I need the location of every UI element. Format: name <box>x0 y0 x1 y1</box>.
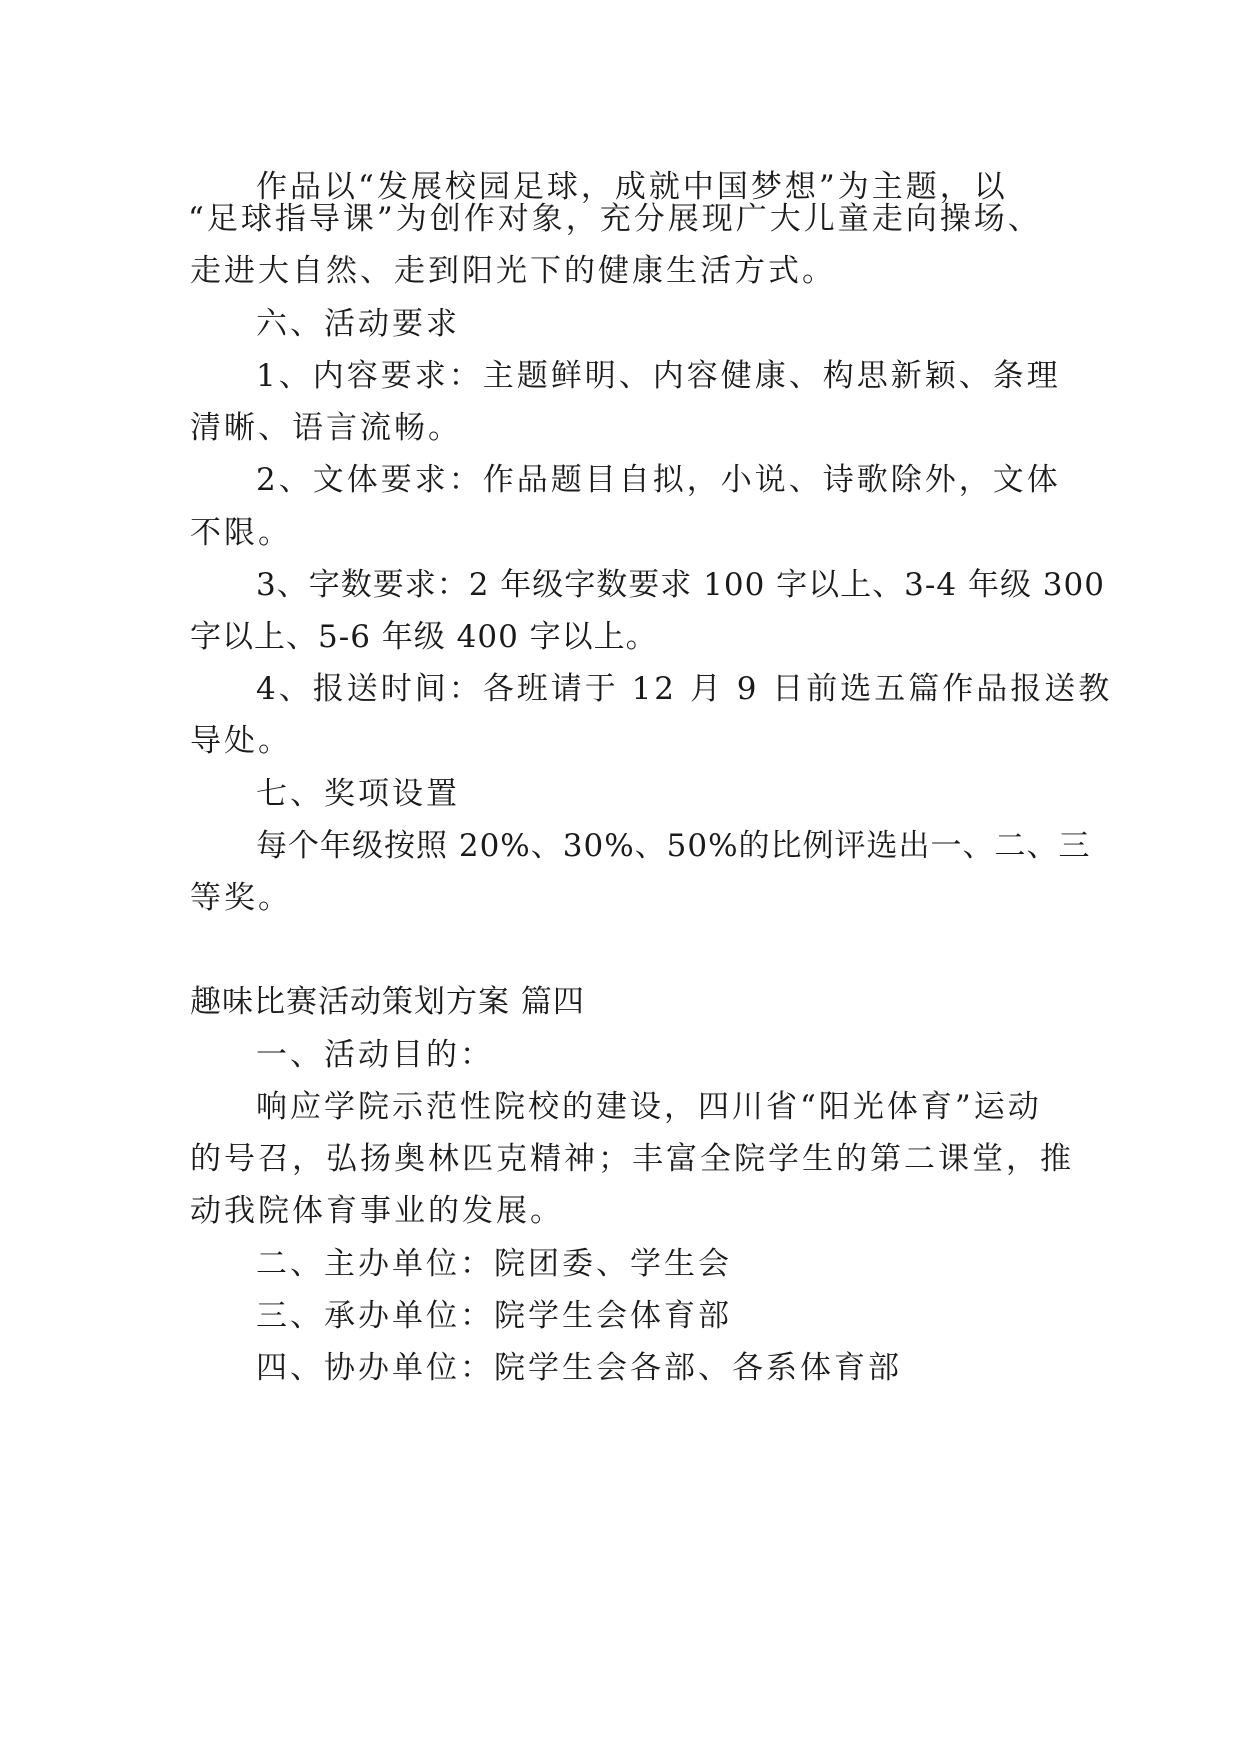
document-title: 趣味比赛活动策划方案 篇四 <box>190 984 585 1020</box>
list-item-line: 4、报送时间：各班请于 12 月 9 日前选五篇作品报送教 <box>256 671 1113 707</box>
section-heading: 六、活动要求 <box>256 306 460 342</box>
list-item-line: 不限。 <box>190 515 292 551</box>
section-heading: 七、奖项设置 <box>256 776 460 812</box>
list-item-line: 清晰、语言流畅。 <box>190 410 462 446</box>
paragraph-line: “足球指导课”为创作对象，充分展现广大儿童走向操场、 <box>188 201 1042 237</box>
paragraph-line: 动我院体育事业的发展。 <box>190 1193 564 1229</box>
paragraph-line: 响应学院示范性院校的建设，四川省“阳光体育”运动 <box>256 1089 1042 1125</box>
section-heading: 一、活动目的： <box>256 1037 494 1073</box>
paragraph-line: 的号召，弘扬奥林匹克精神；丰富全院学生的第二课堂，推 <box>190 1141 1074 1177</box>
section-heading: 三、承办单位：院学生会体育部 <box>256 1298 732 1334</box>
paragraph-line: 等奖。 <box>190 880 292 916</box>
list-item-line: 1、内容要求：主题鲜明、内容健康、构思新颖、条理 <box>256 358 1061 394</box>
list-item-line: 3、字数要求：2 年级字数要求 100 字以上、3-4 年级 300 <box>256 567 1105 603</box>
list-item-line: 字以上、5-6 年级 400 字以上。 <box>190 619 658 655</box>
paragraph-line: 每个年级按照 20%、30%、50%的比例评选出一、二、三 <box>256 828 1091 864</box>
list-item-line: 导处。 <box>190 723 292 759</box>
paragraph-line: 作品以“发展校园足球，成就中国梦想”为主题，以 <box>256 169 1008 205</box>
section-heading: 四、协办单位：院学生会各部、各系体育部 <box>256 1350 902 1386</box>
paragraph-line: 走进大自然、走到阳光下的健康生活方式。 <box>190 253 836 289</box>
list-item-line: 2、文体要求：作品题目自拟，小说、诗歌除外，文体 <box>256 462 1061 498</box>
section-heading: 二、主办单位：院团委、学生会 <box>256 1246 732 1282</box>
